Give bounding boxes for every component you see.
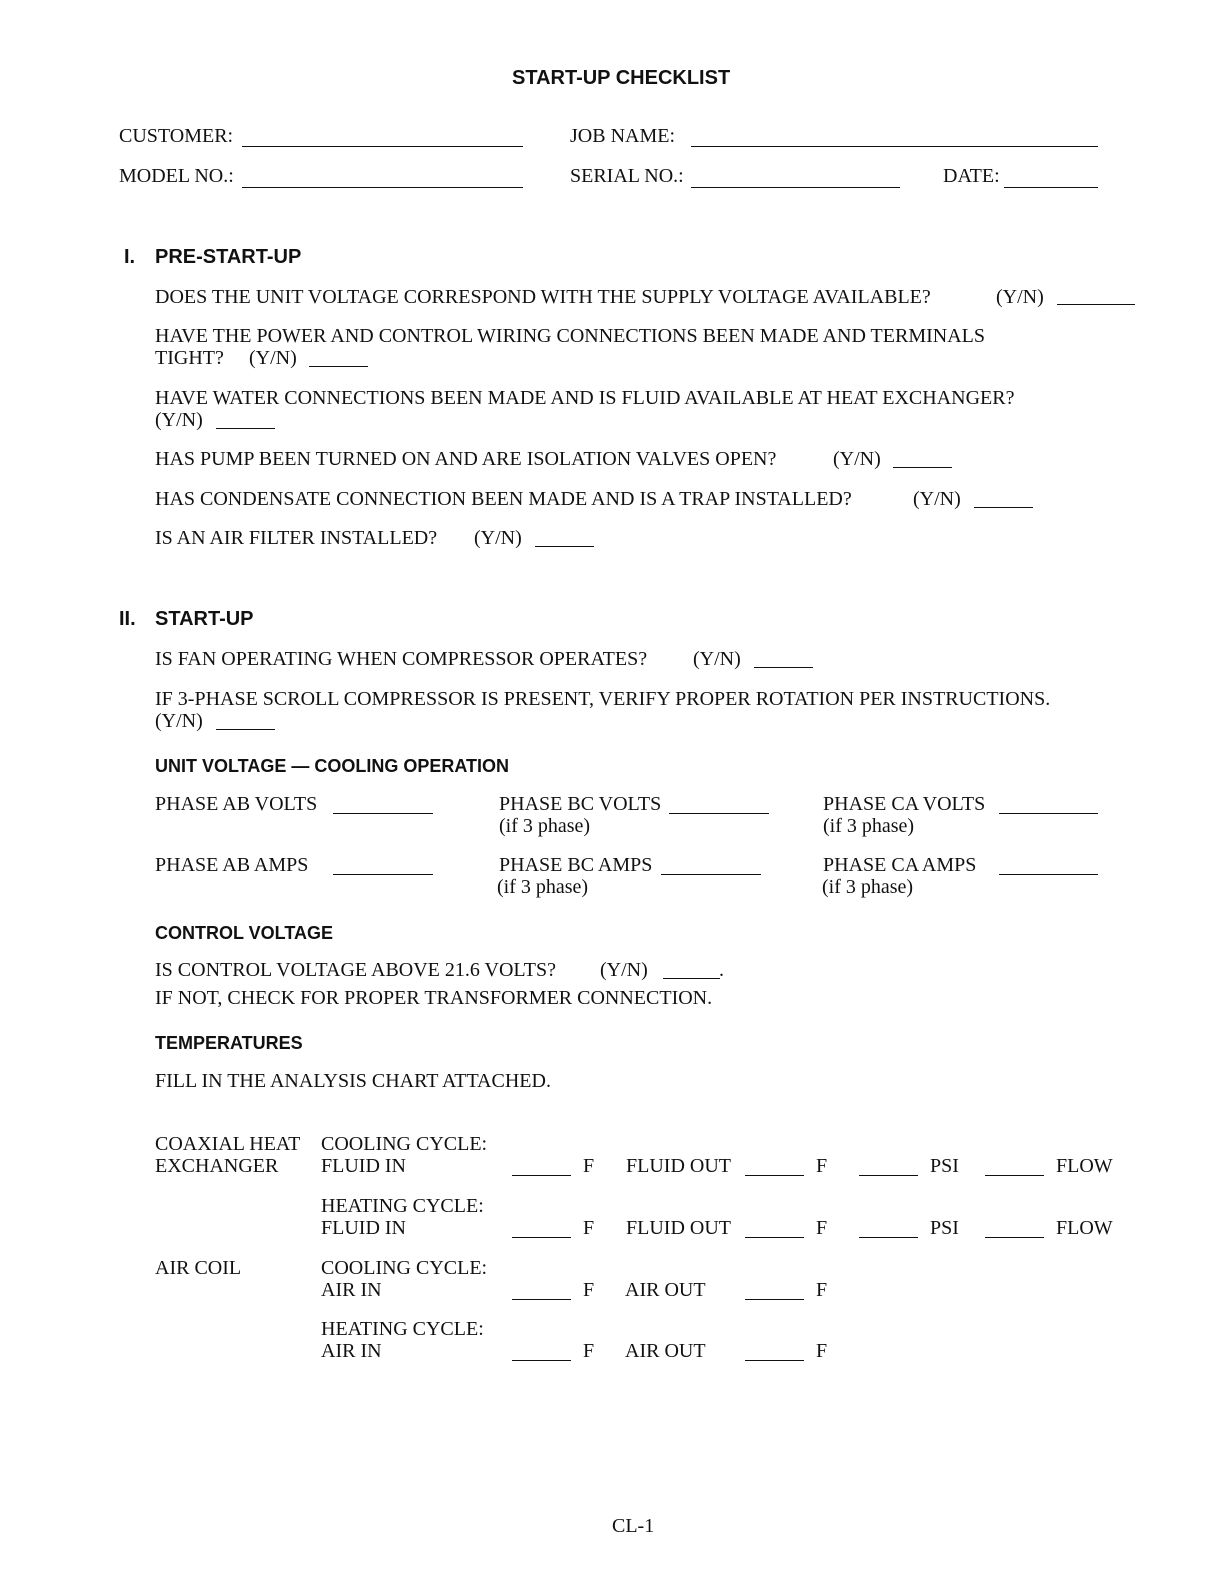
pre-q3-yn: (Y/N) <box>155 409 203 431</box>
phase-ca-volts-label: PHASE CA VOLTS <box>823 793 986 815</box>
coaxial-label-line2: EXCHANGER <box>155 1155 279 1177</box>
control-voltage-yn: (Y/N) <box>600 959 648 981</box>
coax-cooling-fluid-in-label: FLUID IN <box>321 1155 406 1177</box>
job-name-label: JOB NAME: <box>570 125 676 147</box>
air-heating-air-in-unit: F <box>583 1340 595 1362</box>
coax-cooling-cycle-label: COOLING CYCLE: <box>321 1133 488 1155</box>
air-cooling-cycle-label: COOLING CYCLE: <box>321 1257 488 1279</box>
date-label: DATE: <box>943 165 1000 187</box>
coax-cooling-fluid-in-field[interactable] <box>512 1175 571 1176</box>
serial-no-label: SERIAL NO.: <box>570 165 684 187</box>
control-voltage-answer[interactable] <box>663 978 720 979</box>
coax-cooling-psi-unit: PSI <box>930 1155 959 1177</box>
control-voltage-question: IS CONTROL VOLTAGE ABOVE 21.6 VOLTS? <box>155 959 557 981</box>
phase-bc-amps-note: (if 3 phase) <box>497 876 589 898</box>
air-heating-cycle-label: HEATING CYCLE: <box>321 1318 484 1340</box>
page-number: CL-1 <box>612 1515 655 1537</box>
phase-ca-volts-note: (if 3 phase) <box>823 815 915 837</box>
coax-heating-fluid-out-label: FLUID OUT <box>626 1217 731 1239</box>
air-cooling-air-out-unit: F <box>816 1279 828 1301</box>
pre-q4-yn: (Y/N) <box>833 448 881 470</box>
customer-field[interactable] <box>242 146 523 147</box>
coax-heating-fluid-out-unit: F <box>816 1217 828 1239</box>
air-coil-label: AIR COIL <box>155 1257 242 1279</box>
phase-ab-volts-field[interactable] <box>333 813 433 814</box>
pre-q5: HAS CONDENSATE CONNECTION BEEN MADE AND IS A TRAP INSTALLED? <box>155 488 852 510</box>
air-cooling-air-in-label: AIR IN <box>321 1279 382 1301</box>
coax-heating-psi-field[interactable] <box>859 1237 918 1238</box>
temperatures-instruction: FILL IN THE ANALYSIS CHART ATTACHED. <box>155 1070 551 1092</box>
start-q2-line1: IF 3-PHASE SCROLL COMPRESSOR IS PRESENT, VERIFY PROPER ROTATION PER INSTRUCTIONS. <box>155 688 1051 710</box>
start-q2-yn: (Y/N) <box>155 710 203 732</box>
pre-q1: DOES THE UNIT VOLTAGE CORRESPOND WITH THE SUPPLY VOLTAGE AVAILABLE? <box>155 286 931 308</box>
coax-heating-psi-unit: PSI <box>930 1217 959 1239</box>
date-field[interactable] <box>1004 187 1098 188</box>
coax-cooling-flow-field[interactable] <box>985 1175 1044 1176</box>
start-q1: IS FAN OPERATING WHEN COMPRESSOR OPERATES? <box>155 648 648 670</box>
section-i-numeral: I. <box>124 246 136 268</box>
pre-q2-answer[interactable] <box>309 366 368 367</box>
coax-heating-fluid-in-unit: F <box>583 1217 595 1239</box>
air-heating-air-out-field[interactable] <box>745 1360 804 1361</box>
pre-q4-answer[interactable] <box>893 467 952 468</box>
section-i-heading: PRE-START-UP <box>155 246 302 268</box>
coax-heating-fluid-in-label: FLUID IN <box>321 1217 406 1239</box>
pre-q3-answer[interactable] <box>216 428 275 429</box>
phase-bc-amps-label: PHASE BC AMPS <box>499 854 653 876</box>
phase-bc-amps-field[interactable] <box>661 874 761 875</box>
air-heating-air-in-label: AIR IN <box>321 1340 382 1362</box>
start-q2-answer[interactable] <box>216 729 275 730</box>
start-q1-answer[interactable] <box>754 667 813 668</box>
coax-heating-cycle-label: HEATING CYCLE: <box>321 1195 484 1217</box>
coax-cooling-fluid-out-field[interactable] <box>745 1175 804 1176</box>
pre-q2-yn: (Y/N) <box>249 347 297 369</box>
coax-heating-flow-field[interactable] <box>985 1237 1044 1238</box>
start-q1-yn: (Y/N) <box>693 648 741 670</box>
model-no-field[interactable] <box>242 187 523 188</box>
control-voltage-period: . <box>719 959 724 981</box>
pre-q4: HAS PUMP BEEN TURNED ON AND ARE ISOLATION VALVES OPEN? <box>155 448 777 470</box>
air-cooling-air-out-label: AIR OUT <box>625 1279 706 1301</box>
phase-bc-volts-field[interactable] <box>669 813 769 814</box>
pre-q2-line2: TIGHT? <box>155 347 224 369</box>
customer-label: CUSTOMER: <box>119 125 234 147</box>
coax-heating-fluid-out-field[interactable] <box>745 1237 804 1238</box>
pre-q5-yn: (Y/N) <box>913 488 961 510</box>
coax-cooling-psi-field[interactable] <box>859 1175 918 1176</box>
pre-q2-line1: HAVE THE POWER AND CONTROL WIRING CONNECTIONS BEEN MADE AND TERMINALS <box>155 325 985 347</box>
air-cooling-air-in-field[interactable] <box>512 1299 571 1300</box>
phase-ab-amps-field[interactable] <box>333 874 433 875</box>
phase-ca-amps-note: (if 3 phase) <box>822 876 914 898</box>
coax-heating-flow-unit: FLOW <box>1056 1217 1113 1239</box>
phase-ab-volts-label: PHASE AB VOLTS <box>155 793 318 815</box>
phase-ca-volts-field[interactable] <box>999 813 1098 814</box>
phase-ca-amps-label: PHASE CA AMPS <box>823 854 977 876</box>
phase-bc-volts-note: (if 3 phase) <box>499 815 591 837</box>
section-ii-numeral: II. <box>119 608 136 630</box>
coax-cooling-fluid-in-unit: F <box>583 1155 595 1177</box>
air-heating-air-out-unit: F <box>816 1340 828 1362</box>
serial-no-field[interactable] <box>691 187 900 188</box>
pre-q6-answer[interactable] <box>535 546 594 547</box>
air-heating-air-out-label: AIR OUT <box>625 1340 706 1362</box>
coax-cooling-fluid-out-unit: F <box>816 1155 828 1177</box>
pre-q5-answer[interactable] <box>974 507 1033 508</box>
coaxial-label-line1: COAXIAL HEAT <box>155 1133 301 1155</box>
phase-ca-amps-field[interactable] <box>999 874 1098 875</box>
air-cooling-air-in-unit: F <box>583 1279 595 1301</box>
section-ii-heading: START-UP <box>155 608 254 630</box>
pre-q6: IS AN AIR FILTER INSTALLED? <box>155 527 438 549</box>
phase-ab-amps-label: PHASE AB AMPS <box>155 854 309 876</box>
unit-voltage-heading: UNIT VOLTAGE — COOLING OPERATION <box>155 756 509 776</box>
job-name-field[interactable] <box>691 146 1098 147</box>
pre-q1-yn: (Y/N) <box>996 286 1044 308</box>
page-title: START-UP CHECKLIST <box>512 67 731 89</box>
coax-cooling-flow-unit: FLOW <box>1056 1155 1113 1177</box>
pre-q1-answer[interactable] <box>1057 304 1135 305</box>
air-cooling-air-out-field[interactable] <box>745 1299 804 1300</box>
coax-cooling-fluid-out-label: FLUID OUT <box>626 1155 731 1177</box>
air-heating-air-in-field[interactable] <box>512 1360 571 1361</box>
pre-q6-yn: (Y/N) <box>474 527 522 549</box>
model-no-label: MODEL NO.: <box>119 165 234 187</box>
pre-q3-line1: HAVE WATER CONNECTIONS BEEN MADE AND IS FLUID AVAILABLE AT HEAT EXCHANGER? <box>155 387 1015 409</box>
control-voltage-heading: CONTROL VOLTAGE <box>155 923 333 943</box>
control-voltage-note: IF NOT, CHECK FOR PROPER TRANSFORMER CONNECTION. <box>155 987 713 1009</box>
temperatures-heading: TEMPERATURES <box>155 1033 303 1053</box>
phase-bc-volts-label: PHASE BC VOLTS <box>499 793 662 815</box>
coax-heating-fluid-in-field[interactable] <box>512 1237 571 1238</box>
